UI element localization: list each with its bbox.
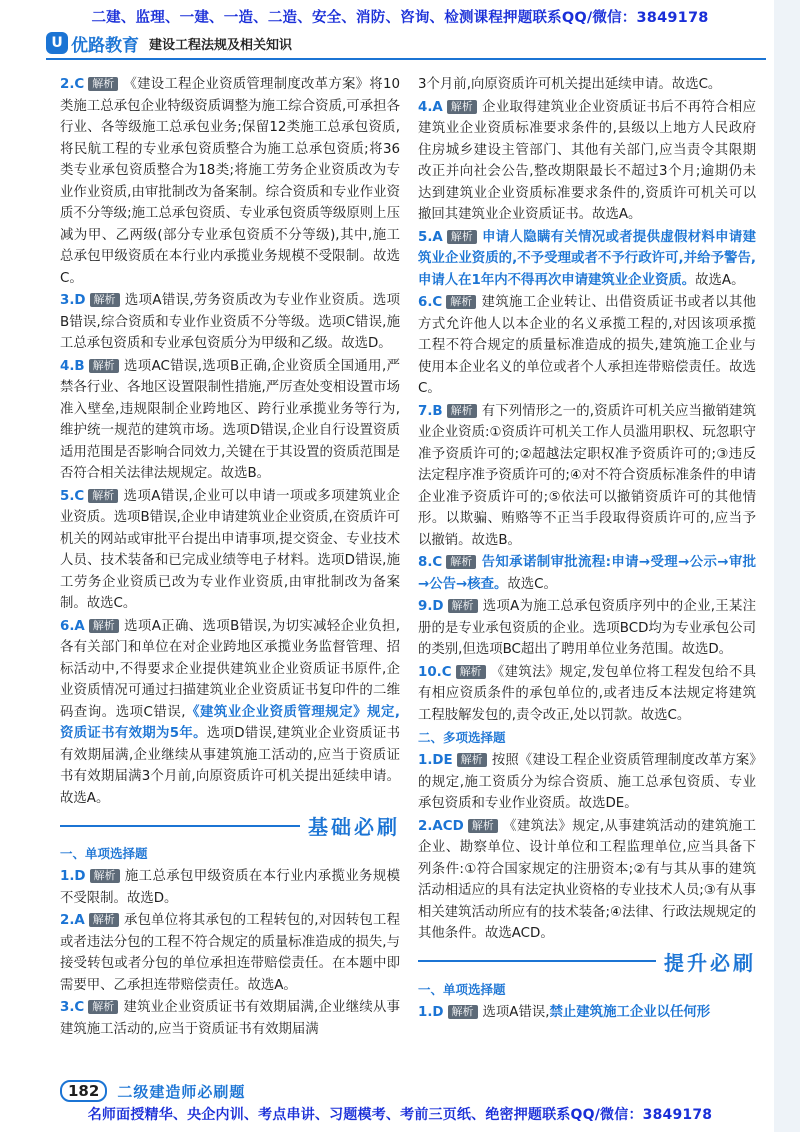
page-edge-strip: [774, 0, 800, 1132]
answer-number: 1.D: [60, 869, 86, 884]
header-divider: [46, 58, 766, 60]
answer-text: 《建设工程企业资质管理制度改革方案》将10类施工总承包企业特级资质调整为施工综合资质,可承担各行业、各等级施工总承包业务;保留12类施工总承包资质,将民航工程的专业承包资质整合为施工总承包资质;将36类专业承包资质整合为18类;将施工劳务企业资质改为专业作业资质,由审批制改为备案制。综合资质和专业作业资质不分等级;施工总承包资质、专业承包资质等级原则上压减为甲、乙两级(部分专业承包资质不分等级),其中,施工总承包甲级资质在本行业内承揽业务规模不受限制。故选C。: [60, 77, 400, 286]
answer-number: 4.A: [418, 99, 443, 115]
explanation-badge: 解析: [448, 1005, 478, 1019]
section-title-basic: 基础必刷: [308, 815, 400, 839]
answer-highlight: 《建筑业企业资质管理规定》规定,资质证书有效期为5年。: [60, 704, 400, 741]
top-promo-banner: 二建、监理、一建、一造、二造、安全、消防、咨询、检测课程押题联系QQ/微信：3849178: [91, 10, 709, 26]
answer-item: [60, 910, 400, 996]
answer-text: 3个月前,向原资质许可机关提出延续申请。故选C。: [418, 77, 722, 92]
answer-list-basic: [60, 866, 400, 1040]
answer-number: 5.A: [418, 229, 443, 245]
answer-number: 2.C: [60, 77, 85, 92]
explanation-badge: 解析: [89, 359, 119, 373]
answer-text: 选项A错误,: [482, 1004, 550, 1020]
answer-text: 承包单位将其承包的工程转包的,对因转包工程或者违法分包的工程不符合规定的质量标准造成的损失,与接受转包或者分包的单位承担连带赔偿责任。在本题中即需要甲、乙承担连带赔偿责任。故选A。: [60, 913, 400, 993]
answer-text: 建筑业企业资质证书有效期届满,企业继续从事建筑施工活动的,应当于资质证书有效期届满: [60, 1000, 400, 1037]
answer-text: 按照《建设工程企业资质管理制度改革方案》的规定,施工资质分为综合资质、施工总承包资质、专业承包资质和专业作业资质。故选DE。: [418, 753, 756, 811]
answer-text-tail: 故选C。: [507, 576, 557, 592]
answer-text: 选项A错误,企业可以申请一项或多项建筑业企业资质。选项B错误,企业申请建筑业企业资质,在资质许可机关的网站或审批平台提出申请事项,提交资金、专业技术人员、技术装备和已完成业绩等电子材料。选项D错误,施工劳务企业资质已改为专业作业资质,由审批制改为备案制。故选C。: [60, 488, 400, 611]
section-rule: [60, 825, 300, 827]
answer-text: 《建筑法》规定,发包单位将工程发包给不具有相应资质条件的承包单位的,或者违反本法规定将建筑工程肢解发包的,责令改正,处以罚款。故选C。: [418, 664, 756, 723]
footer-title: 二级建造师必刷题: [117, 1082, 246, 1101]
subheading-single-choice-advanced: 一、单项选择题: [418, 981, 506, 997]
answer-item: [418, 74, 756, 96]
section-heading-advanced: [418, 947, 756, 976]
answer-item: [60, 356, 400, 485]
answer-item: [418, 97, 756, 226]
explanation-badge: 解析: [89, 619, 119, 633]
answer-number: 2.A: [60, 913, 85, 928]
left-column: [60, 74, 400, 1041]
subheading-multiple-choice: 二、多项选择题: [418, 730, 506, 745]
explanation-badge: 解析: [447, 100, 477, 114]
answer-item: [418, 662, 756, 727]
answer-item: [60, 74, 400, 289]
answer-number: 3.D: [60, 293, 86, 308]
answer-item: [60, 616, 400, 810]
section-title-advanced: 提升必刷: [664, 950, 756, 975]
answer-text: 《建筑法》规定,从事建筑活动的建筑施工企业、勘察单位、设计单位和工程监理单位,应当具备下列条件:①符合国家规定的注册资本;②有与其从事的建筑活动相适应的具有法定执业资格的专业技术人员;③有从事相关建筑活动所应有的技术装备;④法律、行政法规规定的其他条件。故选ACD。: [418, 818, 756, 941]
answer-number: 8.C: [418, 555, 443, 570]
right-column: [418, 74, 756, 1024]
answer-text: 选项A正确、选项B错误,为切实减轻企业负担,各有关部门和单位在对企业跨地区承揽业务监督管理、招标活动中,不得要求企业提供建筑业企业资质证书原件,企业资质情况可通过扫描建筑业企业资质证书复印件的二维码查询。选项C错误,: [60, 618, 400, 720]
answer-item: [60, 290, 400, 355]
explanation-badge: 解析: [457, 753, 487, 767]
answer-number: 6.A: [60, 618, 85, 634]
page-number: 182: [60, 1080, 107, 1102]
answer-item: [418, 227, 756, 292]
explanation-badge: 解析: [90, 869, 120, 883]
answer-number: 4.B: [60, 358, 85, 374]
explanation-badge: 解析: [88, 489, 118, 503]
answer-text: 选项A错误,劳务资质改为专业作业资质。选项B错误,综合资质和专业作业资质不分等级。选项C错误,施工总承包资质和专业承包资质分为甲级和乙级。故选D。: [60, 293, 400, 351]
explanation-badge: 解析: [89, 913, 119, 927]
answer-item: [418, 816, 756, 945]
answer-item: [418, 552, 756, 595]
answer-number: 7.B: [418, 403, 443, 419]
answer-list-multiple: [418, 750, 756, 945]
answer-text: 企业取得建筑业企业资质证书后不再符合相应建筑业企业资质标准要求条件的,县级以上地方人民政府住房城乡建设主管部门、其他有关部门,应当责令其限期改正并向社会公告,整改期限最长不超过3个月;逾期仍未达到建筑业企业资质标准要求条件的,资质许可机关可以撤回其建筑业企业资质证书。故选A。: [418, 99, 756, 222]
answer-number: 10.C: [418, 664, 452, 680]
answer-list-previous: [60, 74, 400, 809]
explanation-badge: 解析: [447, 230, 477, 244]
answer-item: [60, 486, 400, 615]
answer-text: 施工总承包甲级资质在本行业内承揽业务规模不受限制。故选D。: [60, 869, 400, 906]
logo-text: 优路教育: [71, 35, 139, 56]
explanation-badge: 解析: [468, 819, 498, 833]
explanation-badge: 解析: [456, 665, 486, 679]
page-footer: [60, 1080, 245, 1102]
answer-highlight: 禁止建筑施工企业以任何形: [549, 1004, 711, 1020]
answer-number: 2.ACD: [418, 818, 464, 834]
logo-icon: U: [46, 32, 68, 54]
answer-text: 选项AC错误,选项B正确,企业资质全国通用,严禁各行业、各地区设置限制性措施,严厉查处变相设置市场准入壁垒,违规限制企业跨地区、跨行业承揽业务等行为,维护统一规范的建筑市场。选项D错误,企业自行设置资质适用范围是否影响合同效力,关键在于其设置的资质范围是否符合相关法律法规规定。故选B。: [60, 358, 400, 481]
answer-list-continued: [418, 74, 756, 726]
answer-number: 3.C: [60, 1000, 85, 1015]
answer-number: 5.C: [60, 488, 85, 504]
answer-highlight: 告知承诺制审批流程:申请→受理→公示→审批→公告→核查。: [418, 555, 756, 592]
book-title: 建设工程法规及相关知识: [149, 37, 293, 53]
explanation-badge: 解析: [448, 599, 478, 613]
answer-text: 建筑施工企业转让、出借资质证书或者以其他方式允许他人以本企业的名义承揽工程的,对因该项承揽工程不符合规定的质量标准造成的损失,建筑施工企业与使用本企业名义的单位或者个人承担连带赔偿责任。故选C。: [418, 295, 756, 396]
answer-item: [418, 292, 756, 400]
answer-item: [60, 866, 400, 909]
explanation-badge: 解析: [447, 404, 477, 418]
answer-list-advanced: [418, 1002, 756, 1024]
bottom-promo-banner: 名师面授精华、央企内训、考点串讲、习题模考、考前三页纸、绝密押题联系QQ/微信：3849178: [87, 1107, 713, 1123]
answer-text-tail: 故选A。: [695, 272, 745, 288]
answer-text-tail: 选项D错误,建筑业企业资质证书有效期届满,企业继续从事建筑施工活动的,应当于资质证书有效期届满3个月前,向原资质许可机关提出延续申请。故选A。: [60, 726, 400, 806]
explanation-badge: 解析: [446, 295, 476, 309]
answer-item: [60, 997, 400, 1040]
explanation-badge: 解析: [88, 1000, 118, 1014]
answer-item: [418, 1002, 756, 1024]
answer-text: 选项A为施工总承包资质序列中的企业,王某注册的是专业承包资质的企业。选项BCD均为专业承包公司的类别,但选项BC超出了聘用单位业务范围。故选D。: [418, 599, 756, 657]
answer-number: 1.D: [418, 1004, 444, 1020]
answer-number: 1.DE: [418, 753, 453, 768]
answer-number: 9.D: [418, 599, 444, 614]
section-heading-basic: [60, 811, 400, 840]
answer-highlight: 申请人隐瞒有关情况或者提供虚假材料申请建筑业企业资质的,不予受理或者不予行政许可,并给予警告,申请人在1年内不得再次申请建筑业企业资质。: [418, 229, 756, 288]
answer-text: 有下列情形之一的,资质许可机关应当撤销建筑业企业资质:①资质许可机关工作人员滥用职权、玩忽职守准予资质许可的;②超越法定职权准予资质许可的;③违反法定程序准予资质许可的;④对不符合资质标准条件的申请企业准予资质许可的;⑤依法可以撤销资质许可的其他情形。以欺骗、贿赂等不正当手段取得资质许可的,应当予以撤销。故选B。: [418, 403, 756, 548]
section-rule: [418, 960, 656, 962]
explanation-badge: 解析: [90, 293, 120, 307]
header: [46, 30, 292, 56]
answer-number: 6.C: [418, 295, 443, 310]
answer-item: [418, 750, 756, 815]
explanation-badge: 解析: [446, 555, 476, 569]
subheading-single-choice: 一、单项选择题: [60, 846, 148, 861]
explanation-badge: 解析: [88, 77, 118, 91]
answer-item: [418, 401, 756, 552]
answer-item: [418, 596, 756, 661]
